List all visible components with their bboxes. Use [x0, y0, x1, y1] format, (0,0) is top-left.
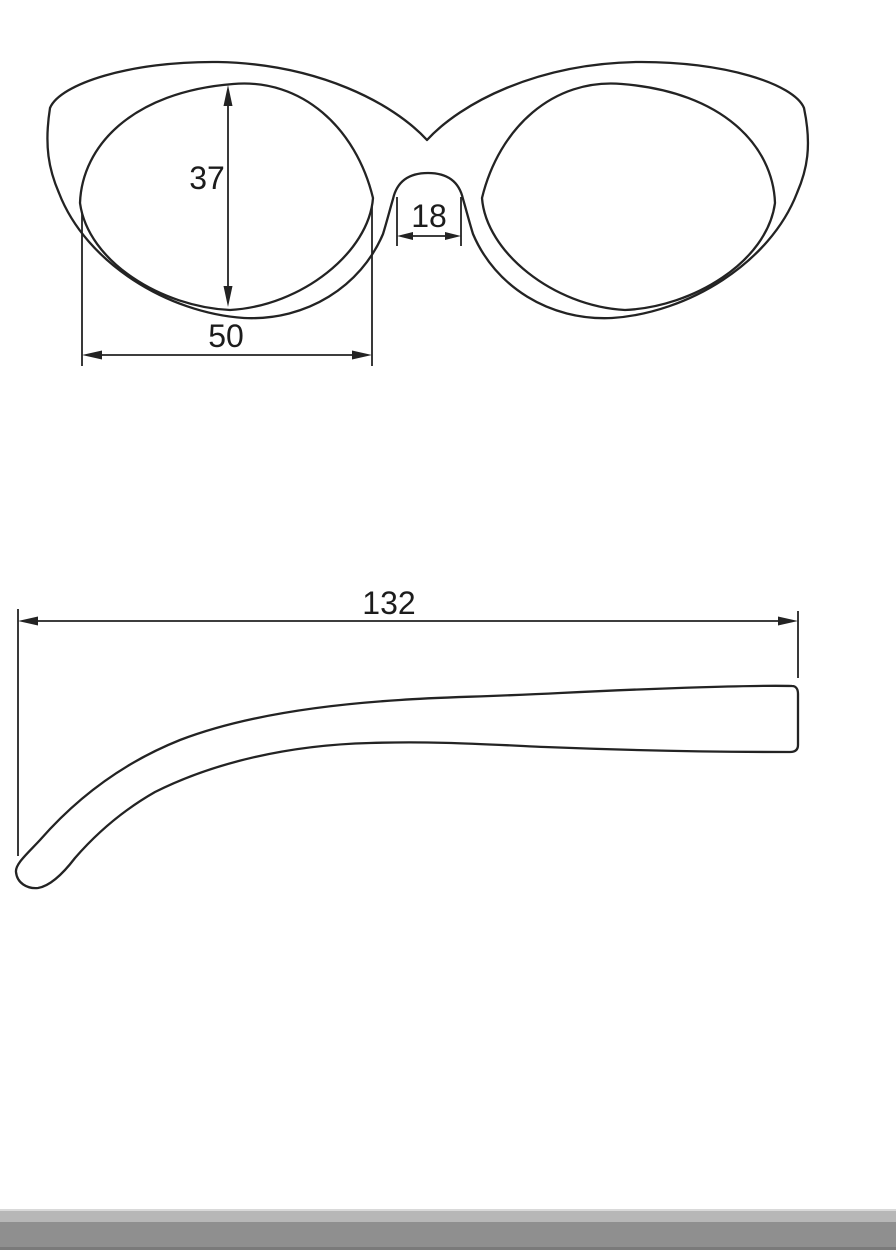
dim-lens-height	[189, 85, 232, 307]
right-lens-outline	[482, 84, 775, 310]
dim-label-bridge-width: 18	[411, 198, 447, 234]
side-view	[16, 585, 798, 888]
dim-label-lens-width: 50	[208, 318, 244, 354]
dim-label-temple-length: 132	[362, 585, 416, 621]
bottom-gray-bar	[0, 1209, 896, 1250]
arrowhead-right-icon	[445, 232, 461, 240]
arrowhead-up-icon	[224, 85, 233, 106]
dim-bridge-width	[397, 197, 461, 246]
dim-temple-length	[18, 585, 798, 856]
dim-label-lens-height: 37	[189, 160, 225, 196]
arrowhead-down-icon	[224, 286, 233, 307]
left-lens-outline	[80, 84, 373, 310]
bar-light-band	[0, 1211, 896, 1222]
front-view	[47, 62, 808, 366]
temple-arm-outline	[16, 686, 798, 888]
bar-dark-band	[0, 1222, 896, 1250]
arrowhead-left-icon	[18, 617, 38, 626]
arrowhead-left-icon	[82, 351, 102, 360]
arrowhead-right-icon	[778, 617, 798, 626]
arrowhead-right-icon	[352, 351, 372, 360]
